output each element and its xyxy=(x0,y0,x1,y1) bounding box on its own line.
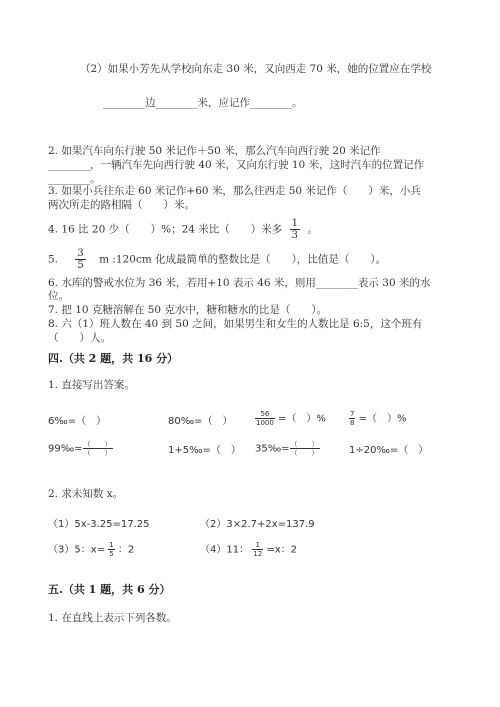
calc-1-a: 6‰=（ ） xyxy=(48,416,107,427)
section-4-question-2: 2. 求未知数 x。 xyxy=(48,488,124,500)
calc-1-c-numerator: 56 xyxy=(255,410,275,419)
equation-4-numerator: 1 xyxy=(252,541,263,550)
section-4-title: 四.（共 2 题，共 16 分） xyxy=(48,352,179,365)
q2-blank-line: ________边________米，应记作________。 xyxy=(103,97,303,109)
calc-2-a xyxy=(48,440,113,457)
item-5-number: 5. xyxy=(48,253,59,266)
calc-1-b: 80‰=（ ） xyxy=(168,416,233,427)
equation-3-numerator: 1 xyxy=(109,541,114,549)
item-3-line-1: 3. 如果小兵往东走 60 米记作+60 米，那么往西走 50 米记作（ ）米，小兵 xyxy=(48,185,421,197)
item-4-end: 。 xyxy=(307,223,318,236)
item-6-line-1: 6. 水库的警戒水位为 36 米，若用+10 表示 46 米，则用________表示 30 米的水 xyxy=(48,277,431,289)
equation-4 xyxy=(200,541,297,558)
equation-2: （2）3×2.7+2x=137.9 xyxy=(200,519,315,530)
calc-2-a-fraction xyxy=(83,440,113,457)
calc-2-c xyxy=(255,440,320,457)
calc-1-d-fraction xyxy=(349,410,355,427)
equation-3-fraction xyxy=(108,541,114,558)
calc-1-c-rest: =（ ）% xyxy=(278,413,326,425)
calc-2-c-fraction xyxy=(290,440,320,457)
calc-2-a-left: 99‰= xyxy=(48,443,83,455)
item-4 xyxy=(48,218,318,241)
item-5-frac-denominator: 5 xyxy=(77,260,84,271)
equation-1: （1）5x-3.25=17.25 xyxy=(48,519,150,530)
q2-part-text: （2）如果小芳先从学校向东走 30 米，又向西走 70 米，她的位置应在学校 xyxy=(80,63,432,75)
item-5-text: m :120cm 化成最简单的整数比是（ ），比值是（ ）。 xyxy=(99,253,387,266)
equation-3 xyxy=(48,541,134,558)
item-6-line-2: 位。 xyxy=(48,290,69,302)
calc-1-c xyxy=(255,410,326,427)
section-5-title: 五.（共 1 题，共 6 分） xyxy=(48,583,171,596)
item-4-frac-denominator: 3 xyxy=(291,230,298,241)
calc-1-d-denominator: 8 xyxy=(350,419,355,427)
calc-2-c-denominator: （ ） xyxy=(290,449,319,457)
item-5-fraction xyxy=(75,248,85,271)
section-5-question-1: 1. 在直线上表示下列各数。 xyxy=(48,612,177,624)
item-2-line-1: 2. 如果汽车向东行驶 50 米记作＋50 米，那么汽车向西行驶 20 米记作 xyxy=(48,145,381,157)
item-8-line-1: 8. 六（1）班人数在 40 到 50 之间，如果男生和女生的人数比是 6:5，这个班有 xyxy=(48,318,423,330)
item-8-line-2: （ ）人。 xyxy=(48,332,111,344)
equation-4-right: =x：2 xyxy=(266,544,298,556)
item-4-text: 4. 16 比 20 少（ ）%；24 米比（ ）米多 xyxy=(48,223,283,236)
item-2-line-2: ________，一辆汽车先向西行驶 40 米，又向东行驶 10 米，这时汽车的位置记作 xyxy=(48,159,425,171)
section-4-question-1: 1. 直接写出答案。 xyxy=(48,379,135,391)
item-4-fraction xyxy=(290,218,300,241)
equation-3-denominator: 5 xyxy=(109,550,114,558)
item-2-line-3: ________。 xyxy=(48,173,101,185)
calc-1-d-rest: =（ ）% xyxy=(358,413,407,425)
item-7: 7. 把 10 克糖溶解在 50 克水中，糖和糖水的比是（ ）。 xyxy=(48,304,328,316)
item-5 xyxy=(48,248,386,271)
calc-2-c-numerator: （ ） xyxy=(290,440,319,448)
calc-1-d-numerator: 7 xyxy=(350,410,355,418)
equation-4-left: （4）11： xyxy=(200,544,250,556)
calc-2-a-denominator: （ ） xyxy=(83,449,112,457)
item-3-line-2: 两次所走的路相隔（ ）米。 xyxy=(48,199,195,211)
equation-3-right: ：2 xyxy=(117,544,135,556)
equation-4-fraction xyxy=(252,541,263,558)
calc-2-b: 1+5‰=（ ） xyxy=(168,445,241,456)
calc-2-d: 1÷20‰=（ ） xyxy=(349,445,429,456)
equation-4-denominator: 12 xyxy=(253,550,263,558)
item-4-frac-numerator: 1 xyxy=(291,218,298,229)
item-5-frac-numerator: 3 xyxy=(77,248,84,259)
calc-1-d xyxy=(349,410,407,427)
calc-2-c-left: 35‰= xyxy=(255,443,290,455)
calc-2-a-numerator: （ ） xyxy=(83,440,112,448)
calc-1-c-denominator: 1000 xyxy=(256,419,274,427)
equation-3-left: （3）5：x= xyxy=(48,544,106,556)
calc-1-c-fraction xyxy=(255,410,275,427)
